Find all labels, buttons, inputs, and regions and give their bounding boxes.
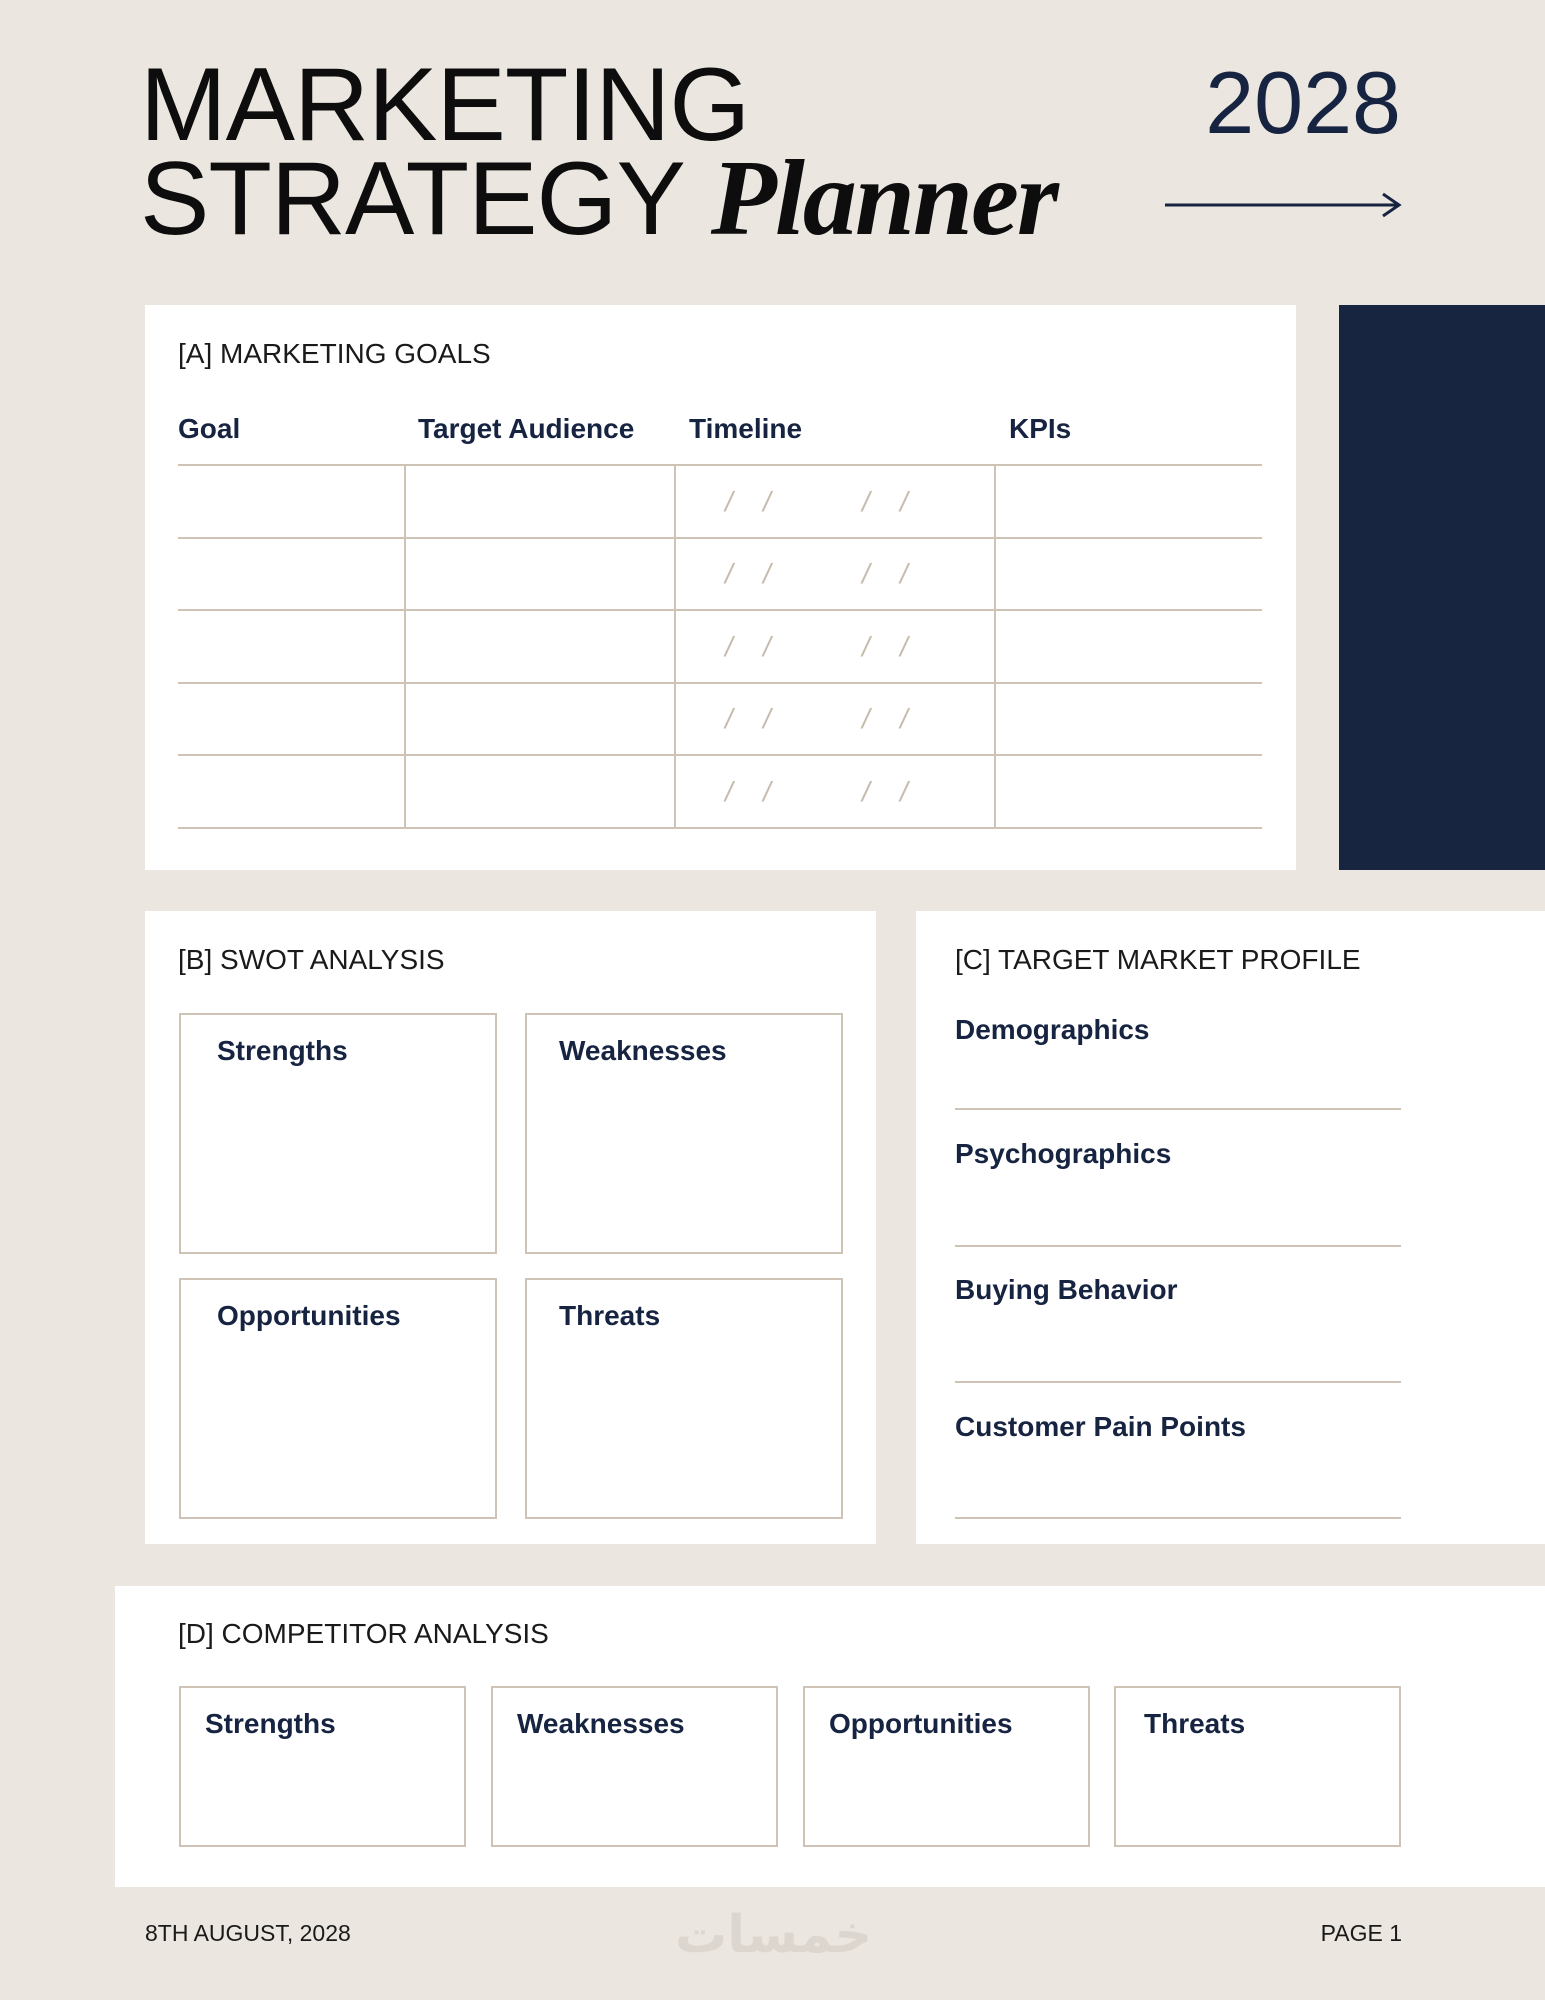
page-title: [140, 47, 1057, 258]
arrow-right-icon: [1163, 190, 1403, 220]
date-slash: /: [725, 631, 733, 662]
swot-opportunities-label: Opportunities: [217, 1300, 401, 1331]
field-pain-points-label: Customer Pain Points: [955, 1411, 1246, 1442]
watermark-logo: خمسات: [675, 1905, 873, 1965]
swot-opportunities-box[interactable]: [179, 1278, 497, 1519]
date-slash: /: [725, 558, 733, 589]
date-slash: /: [725, 703, 733, 734]
page-number: PAGE 1: [1320, 1920, 1402, 1946]
field-pain-points-line[interactable]: [955, 1517, 1401, 1519]
field-buying-behavior-line[interactable]: [955, 1381, 1401, 1383]
swot-strengths-label: Strengths: [217, 1035, 348, 1066]
date-slash: /: [862, 776, 870, 807]
column-target-audience: Target Audience: [418, 413, 635, 444]
field-demographics-label: Demographics: [955, 1014, 1150, 1045]
competitor-weaknesses-label: Weaknesses: [517, 1708, 685, 1739]
date-slash: /: [763, 776, 771, 807]
competitor-strengths-box[interactable]: [179, 1686, 466, 1847]
competitor-opportunities-label: Opportunities: [829, 1708, 1013, 1739]
title-strategy: STRATEGY: [140, 141, 683, 257]
competitor-threats-box[interactable]: [1114, 1686, 1401, 1847]
column-goal: Goal: [178, 413, 241, 444]
column-timeline: Timeline: [689, 413, 803, 444]
competitor-opportunities-box[interactable]: [803, 1686, 1090, 1847]
field-demographics-line[interactable]: [955, 1108, 1401, 1110]
date-slash: /: [862, 486, 870, 517]
date-slash: /: [763, 631, 771, 662]
field-psychographics-line[interactable]: [955, 1245, 1401, 1247]
field-psychographics-label: Psychographics: [955, 1138, 1172, 1169]
swot-heading: [B] SWOT ANALYSIS: [178, 944, 445, 975]
target-market-heading: [C] TARGET MARKET PROFILE: [955, 944, 1361, 975]
date-slash: /: [900, 631, 908, 662]
competitor-strengths-label: Strengths: [205, 1708, 336, 1739]
date-slash: /: [900, 558, 908, 589]
title-line-1: MARKETING: [140, 47, 750, 163]
competitor-heading: [D] COMPETITOR ANALYSIS: [178, 1618, 549, 1649]
title-script: Planner: [710, 139, 1057, 258]
date-slash: /: [900, 486, 908, 517]
date-slash: /: [862, 703, 870, 734]
swot-threats-box[interactable]: [525, 1278, 843, 1519]
date-slash: /: [862, 631, 870, 662]
field-buying-behavior-label: Buying Behavior: [955, 1274, 1178, 1305]
date-slash: /: [900, 776, 908, 807]
navy-accent-block: [1339, 305, 1545, 870]
footer-date: 8TH AUGUST, 2028: [145, 1920, 351, 1946]
date-slash: /: [725, 776, 733, 807]
title-line-2: [140, 139, 1057, 258]
date-slash: /: [862, 558, 870, 589]
target-market-panel: [916, 911, 1545, 1544]
swot-strengths-box[interactable]: [179, 1013, 497, 1254]
competitor-weaknesses-box[interactable]: [491, 1686, 778, 1847]
swot-threats-label: Threats: [559, 1300, 661, 1331]
goals-panel: [145, 305, 1296, 870]
date-slash: /: [763, 558, 771, 589]
date-slash: /: [900, 703, 908, 734]
date-slash: /: [763, 703, 771, 734]
competitor-threats-label: Threats: [1144, 1708, 1246, 1739]
swot-weaknesses-label: Weaknesses: [559, 1035, 727, 1066]
swot-weaknesses-box[interactable]: [525, 1013, 843, 1254]
date-slash: /: [725, 486, 733, 517]
column-kpis: KPIs: [1009, 413, 1072, 444]
date-slash: /: [763, 486, 771, 517]
year-label: 2028: [1205, 53, 1401, 152]
goals-heading: [A] MARKETING GOALS: [178, 338, 491, 369]
